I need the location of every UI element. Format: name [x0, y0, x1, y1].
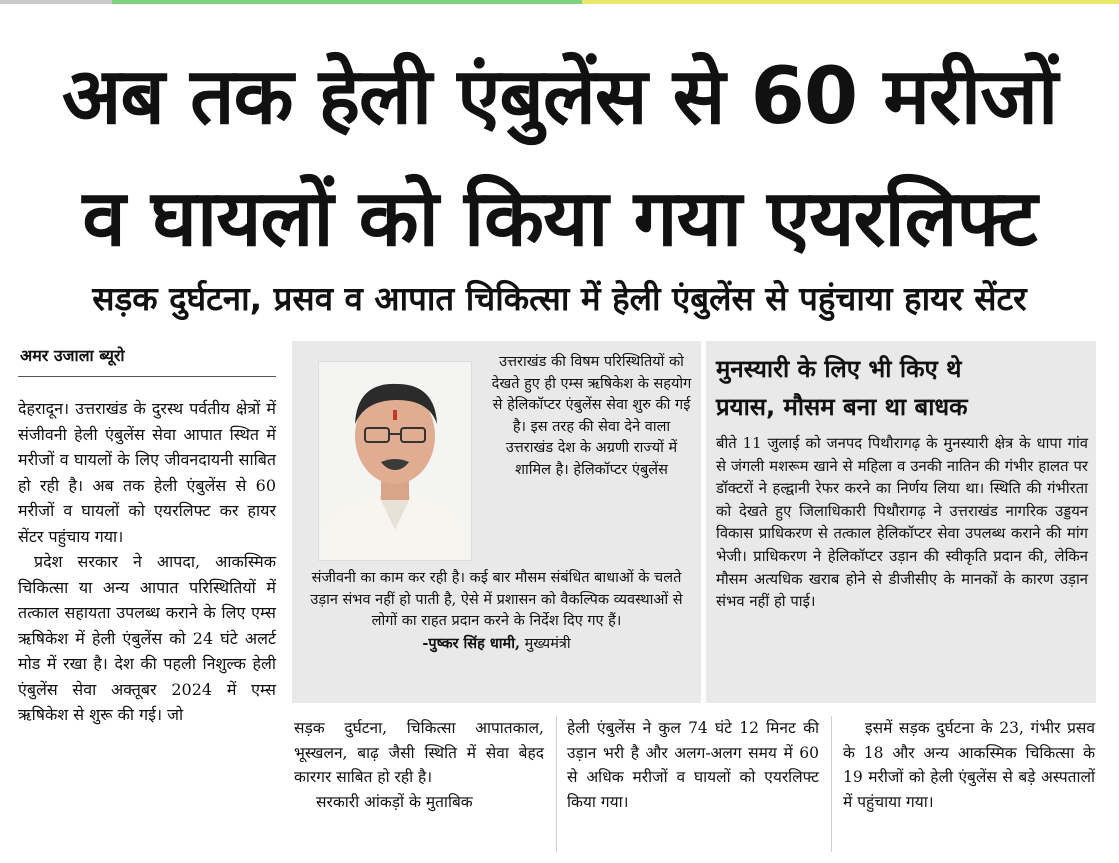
- sidebox-heading: [716, 350, 1088, 426]
- byline: अमर उजाला ब्यूरो: [20, 346, 125, 365]
- quote-signature-name: -पुष्कर सिंह धामी,: [422, 634, 521, 652]
- column-1-paragraph-2: प्रदेश सरकार ने आपदा, आकस्मिक चिकित्सा या अन्य आपात परिस्थितियों में तत्काल सहायता उपलब्ध कराने के लिए एम्स ऋषिकेश में हेली एंबुलेंस को 24 घंटे अलर्ट मोड में रखा है। देश की पहली निशुल्क हेली एंबुलेंस सेवा अक्तूबर 2024 में एम्स ऋषिकेश से शुरू की गई। जो: [18, 552, 276, 724]
- column-2-paragraph-2: सरकारी आंकड़ों के मुताबिक: [316, 792, 473, 811]
- column-1-paragraph-1: देहरादून। उत्तराखंड के दुरस्थ पर्वतीय क्षेत्रों में संजीवनी हेली एंबुलेंस सेवा आपात स्थित में मरीजों व घायलों के लिए जीवनदायनी साबित हो रही है। अब तक हेली एंबुलेंस से 60 मरीजों व घायलों को एयरलिफ्ट कर हायर सेंटर पहुंचाय गया।: [18, 399, 276, 546]
- quote-text-bottom: [300, 568, 693, 655]
- column-2: [294, 716, 544, 814]
- column-4-paragraph-1: इसमें सड़क दुर्घटना के 23, गंभीर प्रसव के 18 और अन्य आकस्मिक चिकित्सा के 19 मरीजों को हेली एंबुलेंस से बड़े अस्पतालों में पहुंचाया गया।: [843, 719, 1095, 811]
- quote-body: संजीवनी का काम कर रही है। कई बार मौसम संबंधित बाधाओं के चलते उड़ान संभव नहीं हो पाती है, ऐसे में प्रशासन को वैकल्पिक व्यवस्थाओं से लोगों का राहत प्रदान करने के निर्देश दिए गए हैं।: [310, 570, 683, 629]
- sidebox-body: बीते 11 जुलाई को जनपद पिथौरागढ़ के मुनस्यारी क्षेत्र के धापा गांव से जंगली मशरूम खाने से महिला व उनकी नातिन की गंभीर हालत पर डॉक्टरों ने हल्द्वानी रेफर करने का निर्णय लिया था। स्थिति की गंभीरता को देखते हुए जिलाधिकारी पिथौरागढ़ ने उत्तराखंड नागरिक उड्डयन विकास प्राधिकरण से तत्काल हेलिकॉप्टर सेवा उपलब्ध कराने की मांग भेजी। प्राधिकरण ने हेलिकॉप्टर उड़ान की स्वीकृति प्रदान की, लेकिन मौसम अत्यधिक खराब होने से डीजीसीए के मानकों के कारण उड़ान संभव नहीं हो पाई।: [716, 435, 1088, 611]
- portrait-image: [319, 362, 471, 560]
- column-4: [843, 716, 1095, 814]
- column-divider: [556, 716, 557, 852]
- sidebox-heading-line-1: मुनस्यारी के लिए भी किए थे: [716, 355, 962, 383]
- quote-text-top: उत्तराखंड की विषम परिस्थितियों को देखते हुए ही एम्स ऋषिकेश के सहयोग से हेलिकॉप्टर एंबुलेंस सेवा शुरु की गई है। इस तरह की सेवा देने वाला उत्तराखंड देश के अग्रणी राज्यों में शामिल है। हेलिकॉप्टर एंबुलेंस: [491, 354, 692, 478]
- byline-divider: [18, 376, 276, 377]
- column-3: [567, 716, 819, 814]
- column-1: [18, 396, 276, 728]
- column-2-paragraph-1: सड़क दुर्घटना, चिकित्सा आपातकाल, भूस्खलन, बाढ़ जैसी स्थिति में सेवा बेहद कारगर साबित हो रही है।: [294, 719, 544, 786]
- headline-line-1: अब तक हेली एंबुलेंस से 60 मरीजों: [61, 52, 1058, 142]
- headline-line-2: व घायलों को किया गया एयरलिफ्ट: [82, 174, 1037, 264]
- column-3-paragraph-1: हेली एंबुलेंस ने कुल 74 घंटे 12 मिनट की उड़ान भरी है और अलग-अलग समय में 60 से अधिक मरीजों व घायलों को एयरलिफ्ट किया गया।: [567, 719, 819, 811]
- column-divider: [831, 716, 832, 852]
- quote-signature-role: मुख्यमंत्री: [524, 635, 571, 652]
- sidebox-heading-line-2: प्रयास, मौसम बना था बाधक: [716, 393, 968, 421]
- subheadline: सड़क दुर्घटना, प्रसव व आपात चिकित्सा में हेली एंबुलेंस से पहुंचाया हायर सेंटर: [92, 279, 1027, 318]
- chief-minister-photo: [318, 361, 472, 561]
- top-color-strip: [0, 0, 1119, 4]
